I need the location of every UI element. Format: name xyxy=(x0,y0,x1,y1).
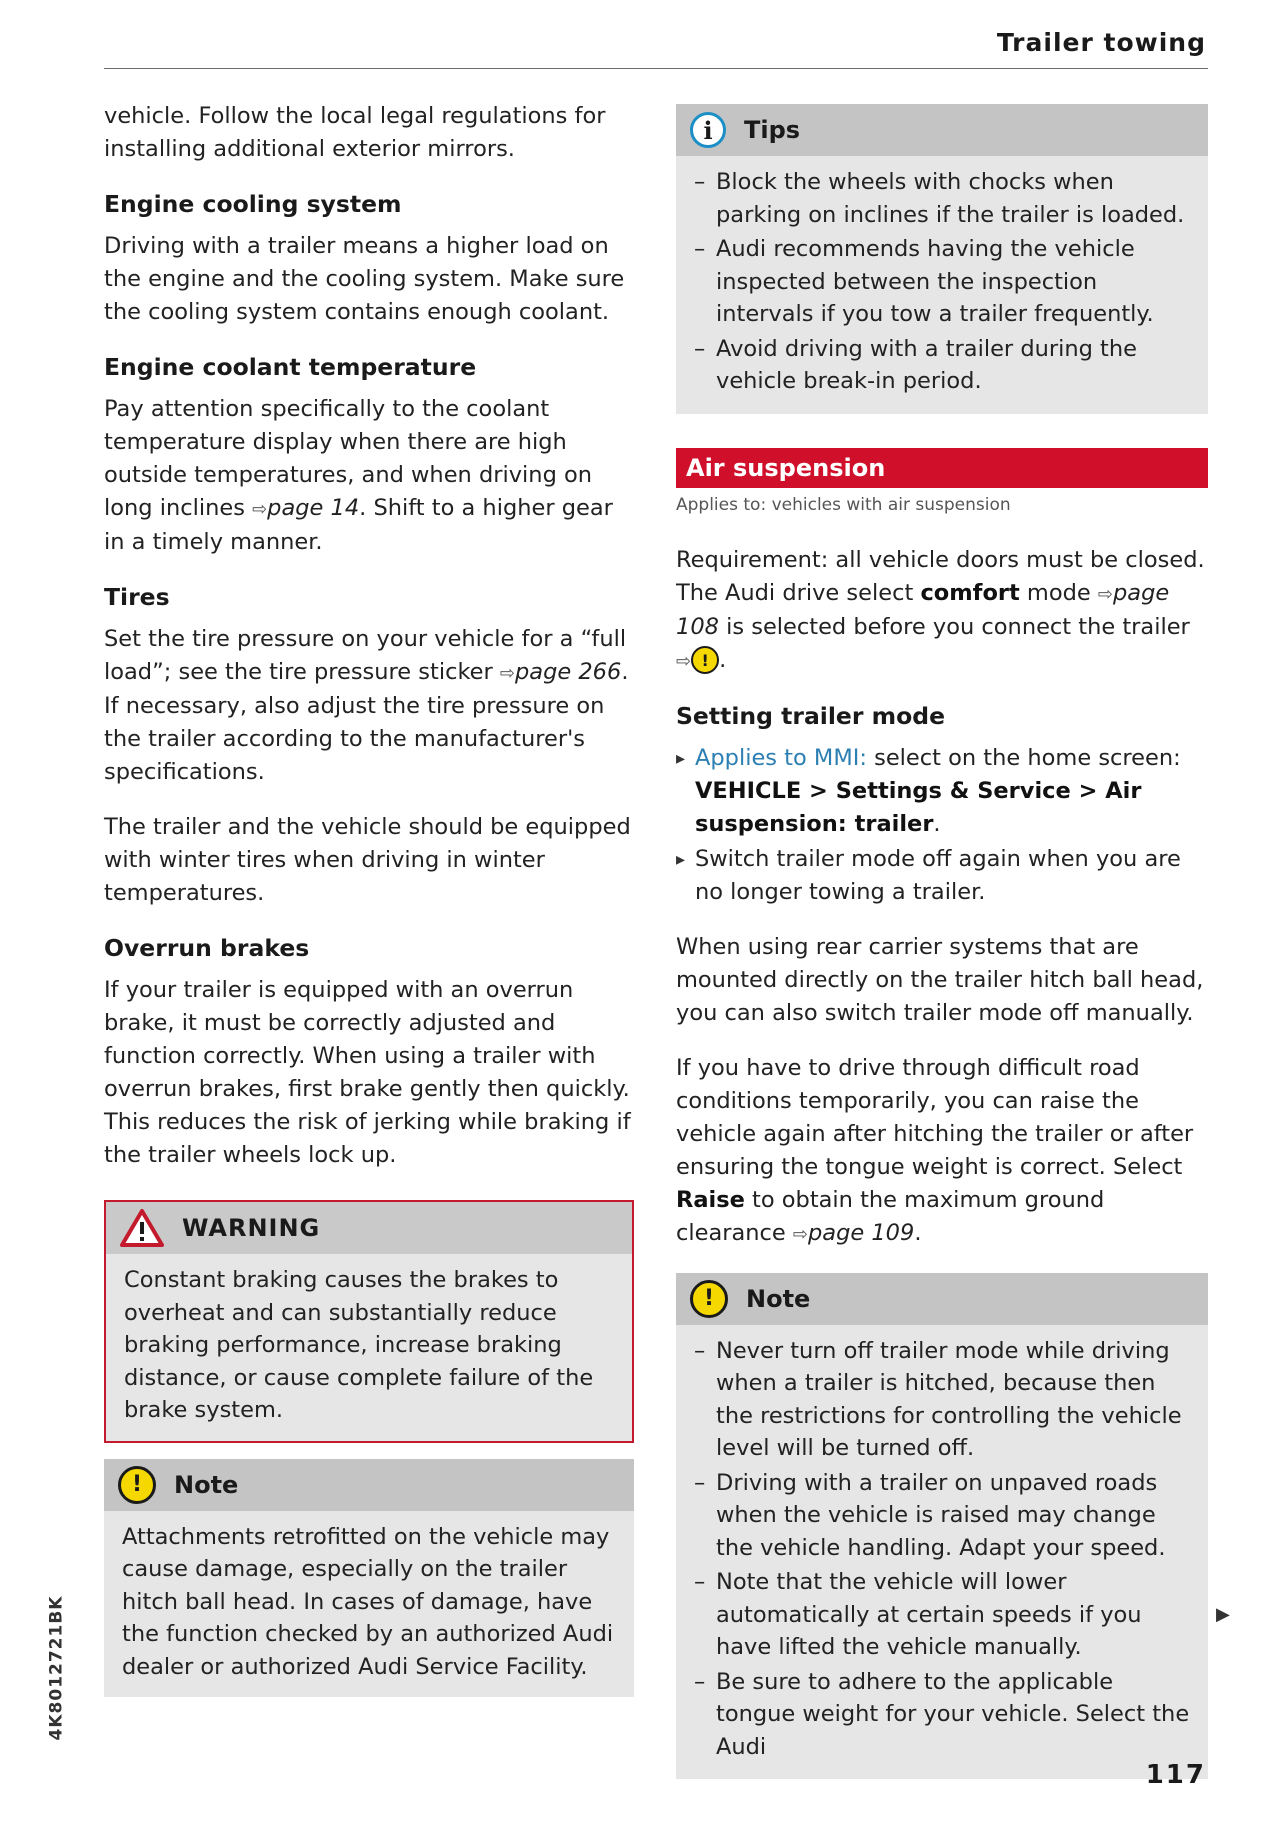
intro-paragraph: vehicle. Follow the local legal regulations for installing additional exterior mirrors. xyxy=(104,103,606,162)
arrow-ref-icon: ⇨ xyxy=(676,650,692,672)
tips-item: – Audi recommends having the vehicle inspected between the inspection intervals if you tow a trailer frequently. xyxy=(694,233,1192,331)
trailer-mode-steps xyxy=(676,742,1208,909)
raise-text-2: to obtain the maximum ground clearance xyxy=(676,1186,1105,1246)
tires-text-after: . If necessary, also adjust the tire pressure on the trailer according to the manufacturer's specifications. xyxy=(104,659,629,785)
warning-title: WARNING xyxy=(182,1214,321,1242)
note-item: – Driving with a trailer on unpaved roads when the vehicle is raised may change the vehicle handling. Adapt your speed. xyxy=(694,1467,1192,1565)
tips-body xyxy=(676,156,1208,414)
rear-carrier-paragraph: When using rear carrier systems that are mounted directly on the trailer hitch ball head, you can also switch trailer mode off manually. xyxy=(676,933,1204,1026)
overrun-paragraph: If your trailer is equipped with an overrun brake, it must be correctly adjusted and function correctly. When using a trailer with overrun brakes, first brake gently then quickly. This reduces the risk of jerking while braking if the trailer wheels lock up. xyxy=(104,977,631,1168)
tires-text-before: Set the tire pressure on your vehicle for a “full load”; see the tire pressure sticker xyxy=(104,626,627,685)
step1-menu-path: VEHICLE > Settings & Service > Air suspension: trailer xyxy=(695,777,1142,837)
warning-box xyxy=(104,1200,634,1443)
step1-text: select on the home screen: xyxy=(866,744,1181,771)
step-item xyxy=(676,742,1208,841)
tips-item: – Block the wheels with chocks when parking on inclines if the trailer is loaded. xyxy=(694,166,1192,231)
page-number: 117 xyxy=(1145,1760,1206,1790)
note-body-right xyxy=(676,1325,1208,1780)
tips-box xyxy=(676,104,1208,414)
tires-heading: Tires xyxy=(104,583,170,611)
tires-paragraph-1 xyxy=(104,623,634,789)
tips-item: – Avoid driving with a trailer during the vehicle break-in period. xyxy=(694,333,1192,398)
document-code xyxy=(44,1595,68,1741)
tips-title: Tips xyxy=(744,116,801,144)
warning-body xyxy=(106,1254,632,1441)
exclamation-icon: ! xyxy=(118,1466,156,1504)
req-bold-comfort: comfort xyxy=(920,579,1020,606)
info-icon: i xyxy=(690,112,726,148)
req-text-2: mode xyxy=(1019,579,1098,606)
step-item: ▸ Switch trailer mode off again when you are no longer towing a trailer. xyxy=(676,843,1208,909)
left-column xyxy=(104,100,634,1697)
warning-triangle-icon xyxy=(120,1208,164,1248)
raise-paragraph xyxy=(676,1052,1208,1251)
document-code-text: 4K8012721BK xyxy=(46,1595,66,1741)
note-box-left xyxy=(104,1459,634,1698)
note-body-left xyxy=(104,1511,634,1698)
note-item: – Never turn off trailer mode while driving when a trailer is hitched, because then the restrictions for controlling the vehicle level will be turned off. xyxy=(694,1335,1192,1465)
note-text-left: Attachments retrofitted on the vehicle may cause damage, especially on the trailer hitch ball head. In cases of damage, have the function checked by an authorized Audi dealer or authorized Audi Service Facility. xyxy=(122,1523,614,1680)
req-end: . xyxy=(719,646,727,673)
cooling-heading: Engine cooling system xyxy=(104,190,402,218)
note-item: – Be sure to adhere to the applicable tongue weight for your vehicle. Select the Audi xyxy=(694,1666,1192,1764)
raise-bold: Raise xyxy=(676,1186,745,1213)
coolant-heading: Engine coolant temperature xyxy=(104,353,477,381)
arrow-ref-icon: ⇨ xyxy=(499,663,516,684)
applies-to-note: Applies to: vehicles with air suspension xyxy=(676,494,1011,515)
raise-text-1: If you have to drive through difficult road conditions temporarily, you can raise the vehicle again after hitching the trailer or after ensuring the tongue weight is correct. Select xyxy=(676,1054,1194,1180)
page-link-266[interactable]: page 266 xyxy=(515,659,622,685)
coolant-paragraph xyxy=(104,393,634,559)
tips-header xyxy=(676,104,1208,156)
req-text-1: Requirement: all vehicle doors must be closed. The Audi drive select xyxy=(676,546,1205,606)
right-column xyxy=(676,104,1208,1779)
note-box-right xyxy=(676,1273,1208,1780)
page-link-14[interactable]: page 14 xyxy=(267,495,360,521)
warning-text: Constant braking causes the brakes to overheat and can substantially reduce braking performance, increase braking distance, or cause complete failure of the brake system. xyxy=(124,1267,594,1423)
applies-mmi-label: Applies to MMI: xyxy=(695,744,867,771)
exclamation-icon[interactable]: ! xyxy=(691,646,719,674)
trailer-mode-heading: Setting trailer mode xyxy=(676,701,946,730)
note-title-left: Note xyxy=(174,1470,239,1499)
arrow-ref-icon: ⇨ xyxy=(792,1223,809,1245)
coolant-text-after: . Shift to a higher gear in a timely manner. xyxy=(104,495,613,555)
note-header-left xyxy=(104,1459,634,1511)
step1-end: . xyxy=(933,810,941,837)
note-title-right: Note xyxy=(746,1284,811,1313)
raise-end: . xyxy=(914,1219,922,1246)
warning-header xyxy=(106,1202,632,1254)
page-link-109[interactable]: page 109 xyxy=(808,1219,915,1246)
note-header-right xyxy=(676,1273,1208,1325)
note-list-right xyxy=(694,1335,1192,1764)
overrun-heading: Overrun brakes xyxy=(104,934,310,962)
note-item: – Note that the vehicle will lower automatically at certain speeds if you have lifted the vehicle manually. xyxy=(694,1566,1192,1664)
air-suspension-section-title: Air suspension xyxy=(676,448,1208,488)
cooling-paragraph: Driving with a trailer means a higher load on the engine and the cooling system. Make sure the cooling system contains enough coolant. xyxy=(104,233,625,325)
arrow-ref-icon: ⇨ xyxy=(252,499,268,520)
tips-list xyxy=(694,166,1192,398)
requirement-paragraph xyxy=(676,544,1208,678)
exclamation-icon: ! xyxy=(690,1280,728,1318)
continue-arrow-icon: ▶ xyxy=(1216,1604,1230,1625)
req-text-3: is selected before you connect the trailer xyxy=(718,613,1190,640)
header-divider xyxy=(104,68,1208,69)
coolant-text-before: Pay attention specifically to the coolant temperature display when there are high outside temperatures, and when driving on long inclines xyxy=(104,396,593,521)
arrow-ref-icon: ⇨ xyxy=(1097,583,1113,605)
page-header-title: Trailer towing xyxy=(996,28,1206,57)
tires-paragraph-2: The trailer and the vehicle should be equipped with winter tires when driving in winter temperatures. xyxy=(104,814,631,906)
page-link-108[interactable]: page 108 xyxy=(676,579,1170,640)
